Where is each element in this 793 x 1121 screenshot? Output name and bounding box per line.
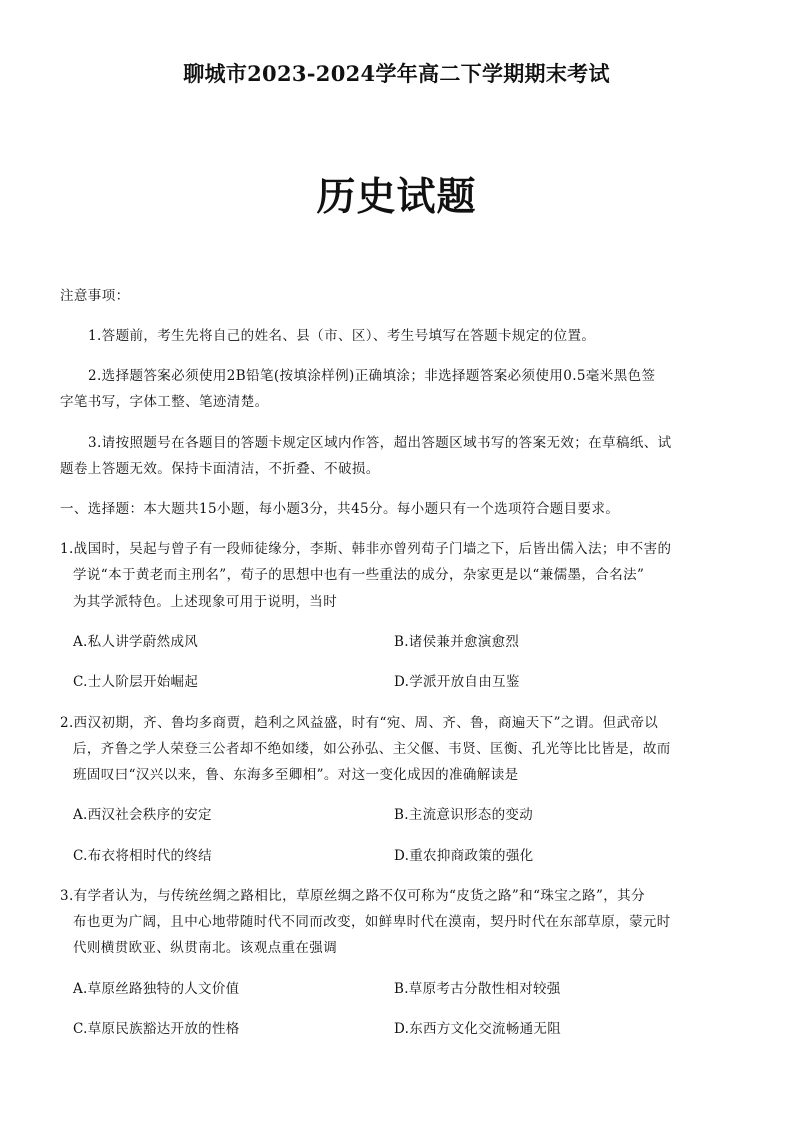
question-3-option-a[interactable]: A.草原丝路独特的人文价值 [73, 981, 240, 997]
subject-title: 历史试题 [316, 174, 477, 220]
question-1-stem-line-2: 学说“本于黄老而主刑名”，荀子的思想中也有一些重法的成分，杂家更是以“兼儒墨，合名法” [73, 567, 645, 583]
question-3-stem-line-1: 3.有学者认为，与传统丝绸之路相比，草原丝绸之路不仅可称为“皮货之路”和“珠宝之路”，其分 [60, 888, 645, 904]
exam-title: 聊城市2023-2024学年高二下学期期末考试 [183, 61, 610, 86]
question-3-stem-line-3: 代则横贯欧亚、纵贯南北。该观点重在强调 [73, 940, 338, 956]
question-2-option-c[interactable]: C.布衣将相时代的终结 [73, 848, 212, 864]
notice-item-2-line-1: 2.选择题答案必须使用2B铅笔(按填涂样例)正确填涂；非选择题答案必须使用0.5毫米黑色签 [88, 368, 656, 384]
question-3-option-d[interactable]: D.东西方文化交流畅通无阻 [394, 1021, 562, 1037]
notice-item-2-line-2: 字笔书写，字体工整、笔迹清楚。 [60, 394, 269, 410]
question-2-option-d[interactable]: D.重农抑商政策的强化 [394, 848, 534, 864]
question-2-stem-line-3: 班固叹曰“汉兴以来，鲁、东海多至卿相”。对这一变化成因的准确解读是 [73, 767, 519, 783]
question-3-option-c[interactable]: C.草原民族豁达开放的性格 [73, 1021, 240, 1037]
question-1-option-b[interactable]: B.诸侯兼并愈演愈烈 [394, 634, 520, 650]
question-1-stem-line-3: 为其学派特色。上述现象可用于说明，当时 [73, 594, 338, 610]
notice-item-3-line-2: 题卷上答题无效。保持卡面清洁，不折叠、不破损。 [60, 461, 380, 477]
question-1-option-d[interactable]: D.学派开放自由互鉴 [394, 674, 520, 690]
question-3-stem-line-2: 布也更为广阔，且中心地带随时代不同而改变，如鲜卑时代在漠南，契丹时代在东部草原，蒙元时 [73, 914, 671, 930]
question-2-option-a[interactable]: A.西汉社会秩序的安定 [73, 807, 212, 823]
notice-item-3-line-1: 3.请按照题号在各题目的答题卡规定区域内作答，超出答题区域书写的答案无效；在草稿纸、试 [88, 435, 672, 451]
question-2-stem-line-1: 2.西汉初期，齐、鲁均多商贾，趋利之风益盛，时有“宛、周、齐、鲁，商遍天下”之谓。但武帝以 [60, 715, 659, 731]
question-2-option-b[interactable]: B.主流意识形态的变动 [394, 807, 534, 823]
question-1-option-c[interactable]: C.士人阶层开始崛起 [73, 674, 199, 690]
section-title: 一、选择题：本大题共15小题，每小题3分，共45分。每小题只有一个选项符合题目要求。 [60, 501, 620, 517]
notice-heading: 注意事项： [60, 288, 130, 304]
notice-item-1: 1.答题前，考生先将自己的姓名、县（市、区）、考生号填写在答题卡规定的位置。 [88, 328, 596, 344]
question-3-option-b[interactable]: B.草原考古分散性相对较强 [394, 981, 561, 997]
question-2-stem-line-2: 后，齐鲁之学人荣登三公者却不绝如缕，如公孙弘、主父偃、韦贤、匡衡、孔光等比比皆是，故而 [73, 741, 671, 757]
question-1-stem-line-1: 1.战国时，吴起与曾子有一段师徒缘分，李斯、韩非亦曾列荀子门墙之下，后皆出儒入法；申不害的 [60, 541, 672, 557]
question-1-option-a[interactable]: A.私人讲学蔚然成风 [73, 634, 199, 650]
